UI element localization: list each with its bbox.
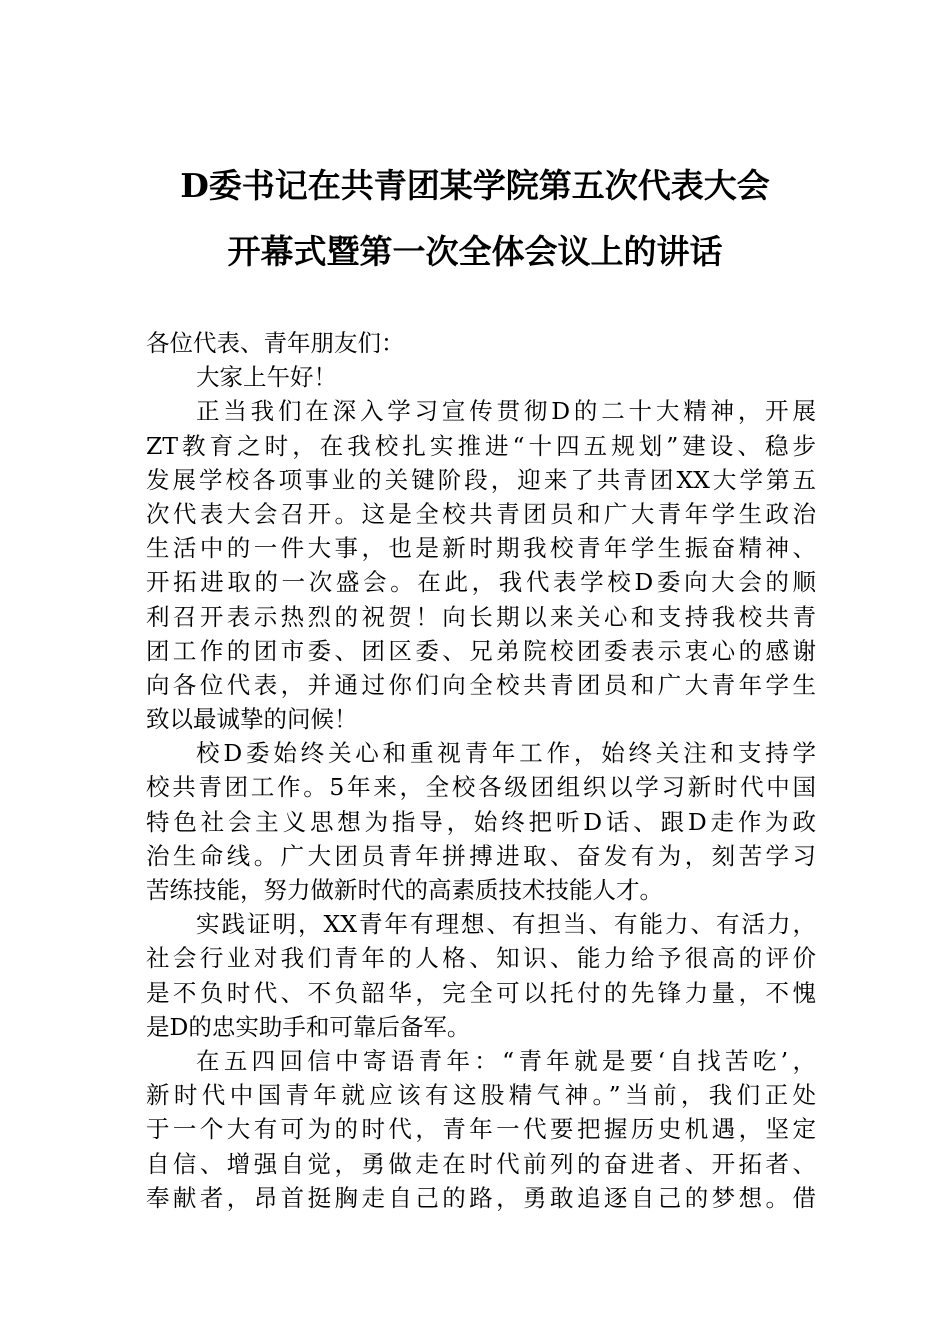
paragraph-line: 实践证明，XX青年有理想、有担当、有能力、有活力， (196, 910, 816, 939)
paragraph-line: 次代表大会召开。这是全校共青团员和广大青年学生政治 (146, 499, 816, 528)
paragraph-line: 生活中的一件大事，也是新时期我校青年学生振奋精神、 (146, 534, 816, 563)
paragraph-line: 于一个大有可为的时代，青年一代要把握历史机遇，坚定 (146, 1115, 816, 1144)
paragraph-line: 治生命线。广大团员青年拼搏进取、奋发有为，刻苦学习 (146, 841, 816, 870)
paragraph-line: 苦练技能，努力做新时代的高素质技术技能人才。 (146, 876, 663, 904)
paragraph-line: 奉献者，昂首挺胸走自己的路，勇敢追逐自己的梦想。借 (146, 1183, 816, 1212)
paragraph-line: 社会行业对我们青年的人格、知识、能力给予很高的评价 (146, 944, 816, 973)
paragraph-line: ZT教育之时，在我校扎实推进“十四五规划”建设、稳步 (146, 431, 816, 460)
salutation: 各位代表、青年朋友们： (146, 329, 405, 357)
paragraph-line: 新时代中国青年就应该有这股精气神。”当前，我们正处 (146, 1081, 816, 1110)
paragraph-line: 团工作的团市委、团区委、兄弟院校团委表示衷心的感谢 (146, 636, 816, 665)
paragraph-line: 发展学校各项事业的关键阶段，迎来了共青团XX大学第五 (146, 465, 816, 494)
paragraph-line: 致以最诚挚的问候！ (146, 705, 358, 734)
paragraph-line: 自信、增强自觉，勇做走在时代前列的奋进者、开拓者、 (146, 1149, 816, 1178)
document-body (146, 326, 816, 1215)
paragraph-line: 校共青团工作。5年来，全校各级团组织以学习新时代中国 (146, 773, 816, 802)
paragraph-line: 开拓进取的一次盛会。在此，我代表学校D委向大会的顺 (146, 568, 816, 597)
paragraph-line: 在五四回信中寄语青年：“青年就是要‘自找苦吃’， (196, 1046, 816, 1075)
greeting: 大家上午好！ (196, 363, 337, 392)
document-title-line-2: 开幕式暨第一次全体会议上的讲话 (227, 232, 723, 271)
paragraph-line: 向各位代表，并通过你们向全校共青团员和广大青年学生 (146, 670, 816, 699)
paragraph-line: 校D委始终关心和重视青年工作，始终关注和支持学 (196, 739, 816, 768)
paragraph-line: 正当我们在深入学习宣传贯彻D的二十大精神，开展 (196, 397, 816, 426)
paragraph-line: 利召开表示热烈的祝贺！向长期以来关心和支持我校共青 (146, 602, 816, 631)
paragraph-line: 是不负时代、不负韶华，完全可以托付的先锋力量，不愧 (146, 978, 816, 1007)
paragraph-line: 特色社会主义思想为指导，始终把听D话、跟D走作为政 (146, 807, 816, 836)
paragraph-line: 是D的忠实助手和可靠后备军。 (146, 1012, 471, 1041)
document-title-line-1: D委书记在共青团某学院第五次代表大会 (180, 166, 770, 205)
